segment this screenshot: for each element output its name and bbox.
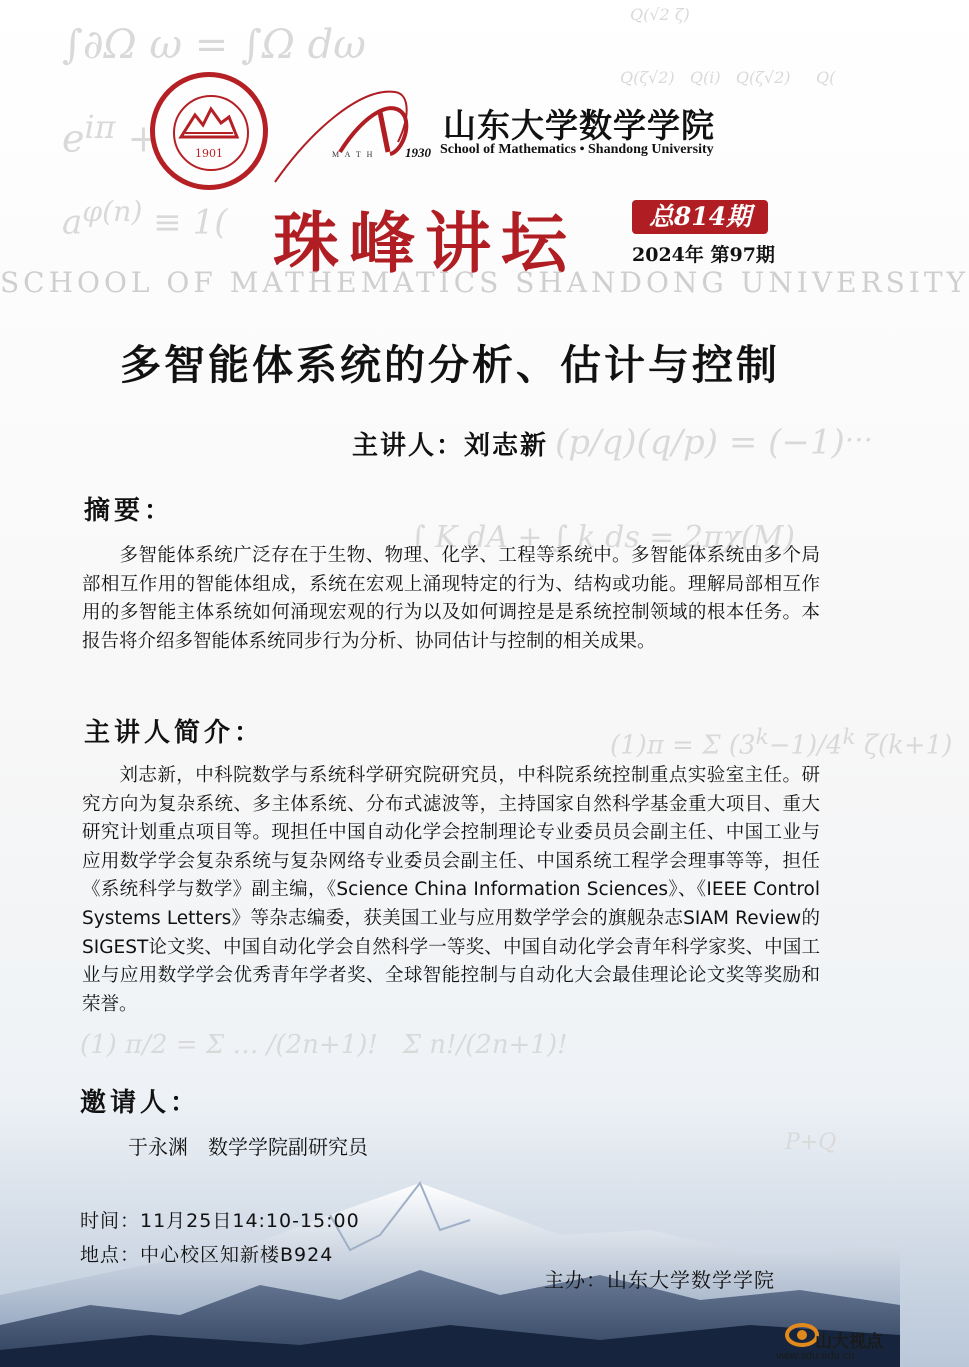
abstract-heading: 摘要： [84, 496, 175, 526]
bg-formula-stokes: ∫∂Ω ω = ∫Ω dω [62, 22, 366, 68]
bio-heading: 主讲人简介： [84, 718, 265, 748]
event-place: 地点：中心校区知新楼B924 [80, 1244, 334, 1266]
forum-name: 珠峰讲坛 [273, 204, 577, 282]
inviter-heading: 邀请人： [80, 1088, 201, 1118]
university-seal-logo [150, 72, 268, 190]
bg-formula-legendre: (p/q)(q/p) = (−1)… [555, 415, 874, 463]
total-issue-badge: 总814期 [632, 200, 768, 234]
host-organizer: 主办：山东大学数学学院 [544, 1268, 775, 1292]
corner-logo-name: 山大视点 [815, 1332, 883, 1352]
talk-title: 多智能体系统的分析、估计与控制 [120, 341, 780, 389]
year-issue: 2024年 第97期 [632, 244, 775, 266]
inviter-text: 于永渊 数学学院副研究员 [128, 1135, 368, 1159]
seal-year: 1901 [195, 147, 223, 160]
school-name-cn: 山东大学数学学院 [443, 106, 715, 145]
bg-formula-phi: $a^{\varphi(n)} \equiv 1$( [62, 195, 228, 243]
bg-formula-series: (1)π = Σ $(3^k-1)/4^k$ ζ(k+1) [610, 725, 953, 761]
bio-body: 刘志新，中科院数学与系统科学研究院研究员，中科院系统控制重点实验室主任。研究方向为复杂系统、多主体系统、分布式滤波等，主持国家自然科学基金重大项目、重大研究计划重点项目等。现担任中国自动化学会控制理论专业委员员会副主任、中国工业与应用数学学会复杂系统与复杂网络专业委员会副主任、中国系统工程学会理事等等，担任《系统科学与数学》副主编，《Science China Information Sciences》、《IEEE Control Systems Letters》等杂志编委，获美国工业与应用数学学会的旗舰杂志SIAM Review的SIGEST论文奖、中国自动化学会自然科学一等奖、中国自动化学会青年科学家奖、中国工业与应用数学学会优秀青年学者奖、全球智能控制与自动化大会最佳理论论文奖等奖励和荣誉。 [82, 765, 820, 1015]
bio-text [82, 762, 820, 1019]
math-logo-year: 1930 [405, 145, 431, 160]
abstract-text [82, 542, 820, 656]
bg-formula-sum: (1) π/2 = Σ … /(2n+1)! Σ n!/(2n+1)! [80, 1030, 568, 1060]
mountain-emblem-icon [181, 107, 237, 137]
math-logo-text: M A T H [332, 150, 375, 159]
bg-formula-pq: P+Q [785, 1130, 837, 1155]
eye-logo-icon [785, 1320, 819, 1350]
corner-logo-url: view.sdu.edu.cn [776, 1350, 855, 1362]
math-school-logo [270, 72, 440, 192]
bg-formula-q2: Q(ζ√2) Q(i) Q(ζ√2) Q( [620, 68, 836, 87]
english-watermark: SCHOOL OF MATHEMATICS SHANDONG UNIVERSITY [0, 266, 969, 299]
event-time: 时间：11月25日14:10-15:00 [80, 1210, 360, 1232]
bg-formula-q: Q(√2 ζ) [630, 5, 690, 24]
bg-formula-gauss: ∫ K dA + ∫ k ds = 2πχ(M) [410, 520, 795, 555]
bg-formula-euler: $e^{i\pi}$ + [62, 110, 160, 161]
speaker-line: 主讲人：刘志新 [351, 431, 548, 461]
school-name-en: School of Mathematics • Shandong University [440, 142, 714, 157]
abstract-body: 多智能体系统广泛存在于生物、物理、化学、工程等系统中。多智能体系统由多个局部相互作用的智能体组成，系统在宏观上涌现特定的行为、结构或功能。理解局部相互作用的多智能主体系统如何涌现宏观的行为以及如何调控是是系统控制领域的根本任务。本报告将介绍多智能体系统同步行为分析、协同估计与控制的相关成果。 [82, 545, 820, 652]
